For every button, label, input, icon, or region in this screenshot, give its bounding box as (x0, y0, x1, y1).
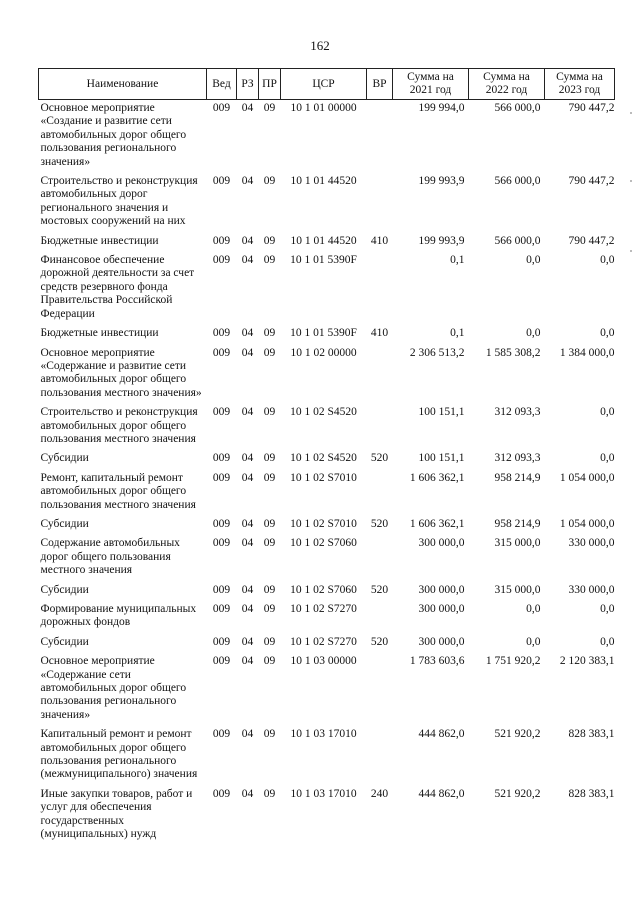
cell-sum-2021: 199 994,0 (418, 102, 465, 114)
cell-pr: 09 (263, 471, 276, 484)
header-vr: ВР (367, 69, 393, 100)
cell-csr: 10 1 01 5390F (290, 327, 357, 340)
cell-csr: 10 1 01 5390F (290, 254, 357, 267)
cell-ved: 009 (212, 728, 231, 741)
cell-ved: 009 (212, 471, 231, 484)
table-row (39, 450, 615, 469)
cell-sum-2023: 330 000,0 (568, 583, 615, 596)
cell-vr (367, 100, 393, 174)
cell-pr: 09 (263, 346, 276, 359)
cell-sum-2023: 828 383,1 (568, 728, 615, 741)
cell-ved: 009 (212, 452, 231, 465)
cell-sum-2022: 958 214,9 (494, 517, 541, 530)
scan-mark (630, 180, 632, 182)
cell-vr (367, 726, 393, 786)
scan-mark (630, 250, 632, 252)
cell-pr: 09 (263, 175, 276, 188)
header-name: Наименование (39, 69, 207, 100)
cell-sum-2022: 0,0 (526, 327, 541, 340)
cell-sum-2022: 312 093,3 (494, 406, 541, 419)
table-row (39, 470, 615, 516)
cell-ved: 009 (212, 254, 231, 267)
cell-ved: 009 (212, 346, 231, 359)
table-row (39, 535, 615, 581)
cell-pr: 09 (263, 603, 276, 615)
cell-sum-2023: 330 000,0 (568, 537, 615, 550)
cell-csr: 10 1 01 44520 (290, 234, 357, 247)
cell-csr: 10 1 03 00000 (290, 655, 357, 668)
cell-ved: 009 (212, 175, 231, 188)
cell-rz: 04 (241, 603, 254, 615)
table-row (39, 100, 615, 174)
header-ved: Вед (207, 69, 237, 100)
cell-vr (367, 345, 393, 405)
cell-csr: 10 1 02 S4520 (290, 452, 357, 465)
cell-sum-2022: 0,0 (526, 254, 541, 267)
cell-vr (367, 252, 393, 325)
table-row (39, 726, 615, 786)
cell-csr: 10 1 02 S7270 (290, 635, 357, 648)
cell-rz: 04 (241, 346, 254, 359)
cell-rz: 04 (241, 327, 254, 340)
cell-sum-2021: 199 993,9 (418, 234, 465, 247)
cell-sum-2021: 300 000,0 (418, 635, 465, 648)
cell-rz: 04 (241, 254, 254, 267)
cell-sum-2023: 790 447,2 (568, 175, 615, 188)
cell-sum-2022: 315 000,0 (494, 583, 541, 596)
cell-csr: 10 1 02 S7010 (290, 471, 357, 484)
cell-name: Содержание автомобильных дорог общего пользования местного значения (40, 537, 180, 577)
cell-sum-2022: 521 920,2 (494, 728, 541, 741)
cell-ved: 009 (212, 517, 231, 530)
header-pr: ПР (259, 69, 281, 100)
table-row (39, 173, 615, 233)
cell-ved: 009 (212, 234, 231, 247)
cell-vr: 520 (370, 583, 389, 596)
cell-pr: 09 (263, 102, 276, 114)
cell-sum-2021: 0,1 (450, 254, 465, 267)
cell-sum-2022: 312 093,3 (494, 452, 541, 465)
cell-sum-2023: 0,0 (600, 452, 615, 465)
cell-ved: 009 (212, 787, 231, 800)
cell-ved: 009 (212, 406, 231, 419)
cell-sum-2023: 828 383,1 (568, 787, 615, 800)
scan-mark (630, 112, 632, 114)
cell-sum-2021: 100 151,1 (418, 452, 465, 465)
cell-sum-2022: 521 920,2 (494, 787, 541, 800)
cell-rz: 04 (241, 406, 254, 419)
cell-pr: 09 (263, 452, 276, 465)
budget-table (38, 68, 615, 846)
cell-pr: 09 (263, 234, 276, 247)
cell-name: Ремонт, капитальный ремонт автомобильных дорог общего пользования местного значения (40, 471, 196, 511)
cell-pr: 09 (263, 537, 276, 550)
cell-pr: 09 (263, 517, 276, 530)
cell-vr: 520 (370, 635, 389, 648)
cell-sum-2021: 1 606 362,1 (409, 471, 465, 484)
cell-sum-2022: 0,0 (526, 635, 541, 648)
cell-sum-2022: 566 000,0 (494, 102, 541, 114)
cell-ved: 009 (212, 537, 231, 550)
cell-rz: 04 (241, 452, 254, 465)
cell-name: Финансовое обеспечение дорожной деятельности за счет средств резервного фонда Правительства Российской Федерации (40, 254, 195, 320)
cell-sum-2021: 1 783 603,6 (409, 655, 465, 668)
cell-vr (367, 653, 393, 726)
cell-csr: 10 1 02 00000 (290, 346, 357, 359)
table-row (39, 601, 615, 634)
cell-sum-2022: 1 585 308,2 (485, 346, 541, 359)
cell-rz: 04 (241, 728, 254, 741)
cell-csr: 10 1 01 00000 (290, 102, 357, 114)
table-row (39, 233, 615, 252)
cell-ved: 009 (212, 603, 231, 615)
cell-csr: 10 1 01 44520 (290, 175, 357, 188)
cell-sum-2023: 0,0 (600, 603, 615, 615)
cell-name: Формирование муниципальных дорожных фондов (40, 603, 197, 629)
cell-vr (367, 470, 393, 516)
table-row (39, 786, 615, 846)
cell-pr: 09 (263, 655, 276, 668)
cell-ved: 009 (212, 327, 231, 340)
header-sum-2023: Сумма на 2023 год (545, 69, 615, 100)
cell-rz: 04 (241, 175, 254, 188)
cell-csr: 10 1 02 S7010 (290, 517, 357, 530)
cell-rz: 04 (241, 234, 254, 247)
cell-rz: 04 (241, 471, 254, 484)
cell-name: Капитальный ремонт и ремонт автомобильных дорог общего пользования регионального (межмуниципального) значения (40, 728, 198, 781)
cell-sum-2022: 315 000,0 (494, 537, 541, 550)
cell-sum-2021: 199 993,9 (418, 175, 465, 188)
table-row (39, 325, 615, 344)
cell-name: Строительство и реконструкция автомобильных дорог общего пользования местного значения (40, 406, 198, 445)
header-csr: ЦСР (281, 69, 367, 100)
cell-name: Бюджетные инвестиции (40, 327, 159, 340)
table-row (39, 252, 615, 325)
cell-rz: 04 (241, 102, 254, 114)
cell-vr (367, 173, 393, 233)
table-row (39, 516, 615, 535)
cell-name: Основное мероприятие «Создание и развитие сети автомобильных дорог общего пользования регионального значения» (40, 102, 187, 168)
cell-csr: 10 1 02 S7270 (290, 603, 357, 615)
cell-vr: 410 (370, 327, 389, 340)
cell-sum-2023: 0,0 (600, 406, 615, 419)
cell-rz: 04 (241, 787, 254, 800)
cell-csr: 10 1 03 17010 (290, 728, 357, 741)
cell-name: Основное мероприятие «Содержание и развитие сети автомобильных дорог общего пользования местного значения» (40, 346, 202, 399)
cell-sum-2021: 1 606 362,1 (409, 517, 465, 530)
cell-vr (367, 601, 393, 634)
table-row (39, 653, 615, 726)
cell-name: Субсидии (40, 452, 89, 465)
cell-ved: 009 (212, 102, 231, 114)
cell-sum-2023: 2 120 383,1 (559, 655, 615, 668)
cell-csr: 10 1 03 17010 (290, 787, 357, 800)
cell-sum-2022: 566 000,0 (494, 175, 541, 188)
table-body (39, 100, 615, 846)
header-sum-2021: Сумма на 2021 год (393, 69, 469, 100)
cell-name: Строительство и реконструкция автомобильных дорог регионального значения и мостовых сооружений на них (40, 175, 198, 228)
cell-ved: 009 (212, 583, 231, 596)
cell-ved: 009 (212, 635, 231, 648)
cell-pr: 09 (263, 583, 276, 596)
cell-rz: 04 (241, 517, 254, 530)
cell-sum-2023: 0,0 (600, 254, 615, 267)
page-number: 162 (310, 38, 330, 53)
cell-name: Субсидии (40, 635, 89, 648)
cell-name: Основное мероприятие «Содержание сети автомобильных дорог общего пользования регионального значения» (40, 655, 187, 721)
cell-name: Иные закупки товаров, работ и услуг для обеспечения государственных (муниципальных) нужд (40, 787, 193, 841)
cell-csr: 10 1 02 S7060 (290, 583, 357, 596)
cell-sum-2021: 2 306 513,2 (409, 346, 465, 359)
cell-sum-2021: 0,1 (450, 327, 465, 340)
table-row (39, 582, 615, 601)
cell-pr: 09 (263, 254, 276, 267)
cell-sum-2023: 0,0 (600, 327, 615, 340)
cell-vr: 410 (370, 234, 389, 247)
cell-pr: 09 (263, 728, 276, 741)
table-row (39, 404, 615, 450)
cell-rz: 04 (241, 635, 254, 648)
cell-sum-2021: 444 862,0 (418, 728, 465, 741)
cell-sum-2022: 0,0 (526, 603, 541, 615)
cell-vr (367, 404, 393, 450)
cell-pr: 09 (263, 787, 276, 800)
cell-pr: 09 (263, 635, 276, 648)
table-row (39, 345, 615, 405)
cell-sum-2021: 300 000,0 (418, 603, 465, 615)
cell-sum-2021: 100 151,1 (418, 406, 465, 419)
cell-rz: 04 (241, 583, 254, 596)
cell-csr: 10 1 02 S4520 (290, 406, 357, 419)
cell-rz: 04 (241, 537, 254, 550)
cell-pr: 09 (263, 327, 276, 340)
cell-vr: 520 (370, 517, 389, 530)
cell-sum-2022: 958 214,9 (494, 471, 541, 484)
cell-rz: 04 (241, 655, 254, 668)
table-row (39, 634, 615, 653)
cell-sum-2022: 1 751 920,2 (485, 655, 541, 668)
cell-sum-2022: 566 000,0 (494, 234, 541, 247)
cell-csr: 10 1 02 S7060 (290, 537, 357, 550)
cell-name: Бюджетные инвестиции (40, 234, 159, 247)
table-header (39, 69, 615, 100)
cell-sum-2023: 1 054 000,0 (559, 471, 615, 484)
cell-sum-2023: 790 447,2 (568, 234, 615, 247)
cell-vr (367, 535, 393, 581)
cell-name: Субсидии (40, 517, 89, 530)
cell-ved: 009 (212, 655, 231, 668)
cell-name: Субсидии (40, 583, 89, 596)
cell-sum-2023: 790 447,2 (568, 102, 615, 114)
cell-sum-2021: 300 000,0 (418, 583, 465, 596)
cell-vr: 240 (370, 787, 389, 800)
cell-sum-2021: 444 862,0 (418, 787, 465, 800)
cell-sum-2023: 0,0 (600, 635, 615, 648)
header-rz: РЗ (237, 69, 259, 100)
cell-pr: 09 (263, 406, 276, 419)
cell-sum-2023: 1 054 000,0 (559, 517, 615, 530)
cell-sum-2023: 1 384 000,0 (559, 346, 615, 359)
header-sum-2022: Сумма на 2022 год (469, 69, 545, 100)
cell-vr: 520 (370, 452, 389, 465)
cell-sum-2021: 300 000,0 (418, 537, 465, 550)
